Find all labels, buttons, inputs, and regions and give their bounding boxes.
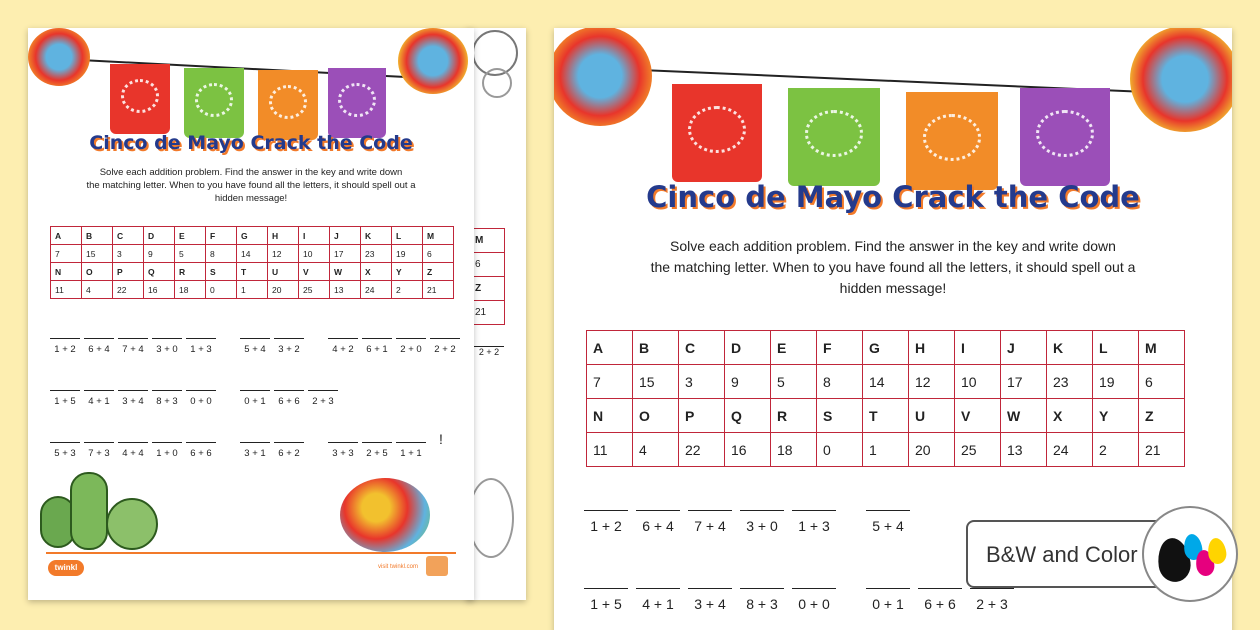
key-cell: P xyxy=(679,399,725,433)
answer-blank[interactable] xyxy=(866,588,910,589)
problem-text: 4 + 2 xyxy=(332,344,354,355)
problem xyxy=(274,442,304,459)
key-cell: 19 xyxy=(392,245,423,263)
key-cell: D xyxy=(144,227,175,245)
key-cell: Y xyxy=(1093,399,1139,433)
key-cell: 23 xyxy=(1047,365,1093,399)
answer-blank[interactable] xyxy=(918,588,962,589)
flag-orange xyxy=(258,70,318,140)
problem-text: 3 + 4 xyxy=(122,396,144,407)
key-cell: 22 xyxy=(679,433,725,467)
key-cell: 6 xyxy=(423,245,454,263)
problem xyxy=(118,442,148,459)
problem xyxy=(152,390,182,407)
key-cell: 23 xyxy=(361,245,392,263)
key-cell: 20 xyxy=(268,281,299,299)
problem xyxy=(328,442,358,459)
problem xyxy=(118,338,148,355)
problem xyxy=(186,442,216,459)
answer-blank[interactable] xyxy=(152,442,182,443)
key-cell: 15 xyxy=(82,245,113,263)
key-cell: D xyxy=(725,331,771,365)
key-cell: 24 xyxy=(361,281,392,299)
problem xyxy=(186,338,216,355)
key-cell: 8 xyxy=(817,365,863,399)
key-cell: V xyxy=(299,263,330,281)
paper-flower xyxy=(554,28,652,126)
key-cell: N xyxy=(51,263,82,281)
worksheet-title: Cinco de Mayo Crack the Code xyxy=(89,132,413,154)
answer-blank[interactable] xyxy=(84,338,114,339)
key-cell: K xyxy=(1047,331,1093,365)
key-cell: I xyxy=(955,331,1001,365)
key-cell: 16 xyxy=(144,281,175,299)
key-cell: U xyxy=(268,263,299,281)
problem xyxy=(918,588,962,612)
key-cell: R xyxy=(771,399,817,433)
instructions: Solve each addition problem. Find the answer in the key and write down the matching letter. When to you have found all the letters, it should spell out a hidden message! xyxy=(86,167,416,204)
answer-blank[interactable] xyxy=(636,510,680,511)
key-cell: L xyxy=(392,227,423,245)
problem xyxy=(152,442,182,459)
problem xyxy=(740,510,784,534)
key-cell: B xyxy=(82,227,113,245)
problem-text: 6 + 2 xyxy=(278,448,300,459)
key-cell: 13 xyxy=(330,281,361,299)
key-cell: F xyxy=(817,331,863,365)
cactus xyxy=(70,472,108,550)
answer-blank[interactable] xyxy=(396,338,426,339)
flag-orange xyxy=(906,92,998,190)
key-cell: T xyxy=(237,263,268,281)
answer-blank[interactable] xyxy=(186,390,216,391)
problem-text: 2 + 3 xyxy=(312,396,334,407)
key-cell: S xyxy=(206,263,237,281)
problem-text: 5 + 3 xyxy=(54,448,76,459)
key-cell: P xyxy=(113,263,144,281)
answer-blank[interactable] xyxy=(584,588,628,589)
answer-blank[interactable] xyxy=(740,510,784,511)
key-cell: G xyxy=(237,227,268,245)
answer-blank[interactable] xyxy=(688,510,732,511)
flower-outline xyxy=(482,68,512,98)
answer-blank[interactable] xyxy=(308,390,338,391)
problem-text: 1 + 0 xyxy=(156,448,178,459)
footer-url: visit twinkl.com xyxy=(378,564,419,570)
key-cell: H xyxy=(268,227,299,245)
answer-blank[interactable] xyxy=(792,588,836,589)
key-cell: L xyxy=(1093,331,1139,365)
problem-text: 2 + 3 xyxy=(976,596,1008,612)
key-cell: W xyxy=(1001,399,1047,433)
key-cell: 2 xyxy=(392,281,423,299)
key-row xyxy=(51,263,454,281)
key-cell: 24 xyxy=(1047,433,1093,467)
problem xyxy=(84,442,114,459)
key-row xyxy=(587,331,1185,365)
answer-blank[interactable] xyxy=(792,510,836,511)
problem: 2 + 2 xyxy=(474,346,504,357)
answer-blank[interactable] xyxy=(84,390,114,391)
problem xyxy=(362,442,392,459)
key-cell: 18 xyxy=(175,281,206,299)
problem-text: 1 + 2 xyxy=(54,344,76,355)
dancer-outline xyxy=(468,478,514,558)
folk-dancers xyxy=(340,478,430,552)
answer-blank[interactable] xyxy=(186,338,216,339)
problem xyxy=(866,510,910,534)
key-cell: 0 xyxy=(817,433,863,467)
answer-blank[interactable] xyxy=(328,442,358,443)
problem-text: 6 + 4 xyxy=(88,344,110,355)
problem-text: 3 + 3 xyxy=(332,448,354,459)
answer-blank[interactable] xyxy=(396,442,426,443)
paper-flower xyxy=(28,28,90,86)
problem-text: 4 + 4 xyxy=(122,448,144,459)
key-cell: M xyxy=(423,227,454,245)
footer-divider xyxy=(46,552,456,554)
key-cell: J xyxy=(1001,331,1047,365)
problem-text: 1 + 3 xyxy=(798,518,830,534)
problem-text: 3 + 1 xyxy=(244,448,266,459)
problem xyxy=(152,338,182,355)
answer-blank[interactable] xyxy=(240,338,270,339)
answer-blank[interactable] xyxy=(240,390,270,391)
key-cell: 5 xyxy=(175,245,206,263)
key-cell: 12 xyxy=(909,365,955,399)
key-row xyxy=(51,245,454,263)
paper-flower xyxy=(398,28,468,94)
key-cell: I xyxy=(299,227,330,245)
answer-blank[interactable] xyxy=(152,390,182,391)
answer-blank[interactable] xyxy=(118,390,148,391)
answer-blank[interactable] xyxy=(274,390,304,391)
problem-text: 0 + 1 xyxy=(872,596,904,612)
worksheet-title: Cinco de Mayo Crack the Code xyxy=(646,180,1140,214)
key-cell: 7 xyxy=(51,245,82,263)
flag-green xyxy=(788,88,880,186)
problem xyxy=(274,390,304,407)
problem-text: 1 + 1 xyxy=(400,448,422,459)
key-cell: 0 xyxy=(206,281,237,299)
key-cell: Z xyxy=(423,263,454,281)
problem xyxy=(50,442,80,459)
problem-text: 3 + 2 xyxy=(278,344,300,355)
flag-red xyxy=(672,84,762,182)
problem-text: 1 + 5 xyxy=(590,596,622,612)
key-cell: 3 xyxy=(113,245,144,263)
key-cell: 17 xyxy=(330,245,361,263)
problem-text: 2 + 0 xyxy=(400,344,422,355)
key-cell: 6 xyxy=(1139,365,1185,399)
code-key-table xyxy=(586,330,1185,467)
problem xyxy=(636,510,680,534)
key-cell: 13 xyxy=(1001,433,1047,467)
answer-blank[interactable] xyxy=(84,442,114,443)
answer-blank[interactable] xyxy=(584,510,628,511)
key-cell: E xyxy=(771,331,817,365)
answer-blank[interactable] xyxy=(152,338,182,339)
key-cell: T xyxy=(863,399,909,433)
key-cell: 8 xyxy=(206,245,237,263)
answer-blank[interactable] xyxy=(430,338,460,339)
answer-blank[interactable] xyxy=(50,442,80,443)
problem xyxy=(792,510,836,534)
problem xyxy=(396,442,426,459)
answer-blank[interactable] xyxy=(362,442,392,443)
problem xyxy=(970,588,1014,612)
flag-purple xyxy=(1020,88,1110,186)
back-key-table: M 6 Z 21 xyxy=(470,228,505,325)
problem xyxy=(186,390,216,407)
key-cell: K xyxy=(361,227,392,245)
problem-text: 5 + 4 xyxy=(872,518,904,534)
flag-green xyxy=(184,68,244,138)
twinkl-logo: twinkl xyxy=(48,560,84,576)
badge-icon xyxy=(426,556,448,576)
key-cell: A xyxy=(51,227,82,245)
key-cell: 10 xyxy=(955,365,1001,399)
key-cell: Y xyxy=(392,263,423,281)
back-worksheet xyxy=(466,28,526,600)
problem xyxy=(362,338,392,355)
key-cell: 5 xyxy=(771,365,817,399)
key-cell: 11 xyxy=(51,281,82,299)
problem xyxy=(328,338,358,355)
problem-text: 3 + 0 xyxy=(156,344,178,355)
key-cell: 4 xyxy=(82,281,113,299)
answer-blank[interactable] xyxy=(186,442,216,443)
problem-text: 8 + 3 xyxy=(156,396,178,407)
problem-text: 7 + 4 xyxy=(694,518,726,534)
key-cell: E xyxy=(175,227,206,245)
key-cell: 14 xyxy=(863,365,909,399)
key-cell: N xyxy=(587,399,633,433)
problem xyxy=(308,390,338,407)
key-cell: 16 xyxy=(725,433,771,467)
problem xyxy=(688,588,732,612)
key-cell: Q xyxy=(725,399,771,433)
problem-text: 2 + 5 xyxy=(366,448,388,459)
key-row xyxy=(587,433,1185,467)
problem-text: 6 + 4 xyxy=(642,518,674,534)
small-worksheet xyxy=(28,28,474,600)
key-cell: C xyxy=(113,227,144,245)
key-cell: 7 xyxy=(587,365,633,399)
key-cell: 25 xyxy=(955,433,1001,467)
problem-text: 7 + 4 xyxy=(122,344,144,355)
key-row xyxy=(51,227,454,245)
problem-text: 3 + 4 xyxy=(694,596,726,612)
problem-text: 6 + 1 xyxy=(366,344,388,355)
key-row xyxy=(587,365,1185,399)
problem xyxy=(118,390,148,407)
problem xyxy=(584,588,628,612)
problem-text: 6 + 6 xyxy=(924,596,956,612)
key-cell: R xyxy=(175,263,206,281)
problem xyxy=(866,588,910,612)
problem xyxy=(688,510,732,534)
key-cell: 11 xyxy=(587,433,633,467)
key-cell: 17 xyxy=(1001,365,1047,399)
answer-blank[interactable] xyxy=(274,442,304,443)
key-cell: J xyxy=(330,227,361,245)
problem xyxy=(740,588,784,612)
problem-text: 6 + 6 xyxy=(190,448,212,459)
answer-blank[interactable] xyxy=(50,390,80,391)
problem-text: 2 + 2 xyxy=(434,344,456,355)
ink-drops-icon xyxy=(1142,506,1238,602)
problem-text: 1 + 5 xyxy=(54,396,76,407)
key-cell: 4 xyxy=(633,433,679,467)
cactus xyxy=(106,498,158,550)
answer-blank[interactable] xyxy=(118,338,148,339)
answer-blank[interactable] xyxy=(740,588,784,589)
key-cell: C xyxy=(679,331,725,365)
instructions: Solve each addition problem. Find the answer in the key and write down the matching letter. When to you have found all the letters, it should spell out a hidden message! xyxy=(650,238,1136,296)
problem-text: 8 + 3 xyxy=(746,596,778,612)
problem-text: 5 + 4 xyxy=(244,344,266,355)
problem xyxy=(84,338,114,355)
problem-text: 4 + 1 xyxy=(642,596,674,612)
answer-blank[interactable] xyxy=(688,588,732,589)
key-cell: B xyxy=(633,331,679,365)
badge-label: B&W and Color xyxy=(986,542,1138,567)
key-cell: 12 xyxy=(268,245,299,263)
key-row xyxy=(51,281,454,299)
key-cell: A xyxy=(587,331,633,365)
problem xyxy=(584,510,628,534)
key-cell: 9 xyxy=(144,245,175,263)
key-cell: 14 xyxy=(237,245,268,263)
problem-text: 7 + 3 xyxy=(88,448,110,459)
answer-blank[interactable] xyxy=(328,338,358,339)
key-cell: 1 xyxy=(237,281,268,299)
key-cell: 20 xyxy=(909,433,955,467)
key-cell: O xyxy=(633,399,679,433)
problem-text: 0 + 0 xyxy=(190,396,212,407)
problem-text: 0 + 1 xyxy=(244,396,266,407)
key-cell: X xyxy=(361,263,392,281)
key-cell: 21 xyxy=(423,281,454,299)
key-cell: 18 xyxy=(771,433,817,467)
flag-red xyxy=(110,64,170,134)
problem xyxy=(240,442,270,459)
exclamation-mark: ! xyxy=(439,431,443,447)
answer-blank[interactable] xyxy=(636,588,680,589)
answer-blank[interactable] xyxy=(50,338,80,339)
problem xyxy=(792,588,836,612)
key-cell: U xyxy=(909,399,955,433)
key-cell: 19 xyxy=(1093,365,1139,399)
key-cell: G xyxy=(863,331,909,365)
problem-text: 1 + 3 xyxy=(190,344,212,355)
key-cell: 25 xyxy=(299,281,330,299)
code-key-table xyxy=(50,226,454,299)
key-cell: H xyxy=(909,331,955,365)
key-cell: 15 xyxy=(633,365,679,399)
key-cell: V xyxy=(955,399,1001,433)
problem-text: 4 + 1 xyxy=(88,396,110,407)
key-cell: M xyxy=(1139,331,1185,365)
key-cell: 9 xyxy=(725,365,771,399)
answer-blank[interactable] xyxy=(118,442,148,443)
flag-purple xyxy=(328,68,386,138)
key-cell: Q xyxy=(144,263,175,281)
key-cell: 1 xyxy=(863,433,909,467)
key-cell: 22 xyxy=(113,281,144,299)
paper-flower xyxy=(1130,28,1232,132)
problem xyxy=(240,338,270,355)
key-cell: Z xyxy=(1139,399,1185,433)
problem xyxy=(50,338,80,355)
problem-text: 1 + 2 xyxy=(590,518,622,534)
problem xyxy=(430,338,460,355)
key-cell: 2 xyxy=(1093,433,1139,467)
key-cell: 3 xyxy=(679,365,725,399)
key-cell: O xyxy=(82,263,113,281)
answer-blank[interactable] xyxy=(274,338,304,339)
answer-blank[interactable] xyxy=(240,442,270,443)
key-cell: S xyxy=(817,399,863,433)
key-cell: W xyxy=(330,263,361,281)
key-row xyxy=(587,399,1185,433)
problem-text: 3 + 0 xyxy=(746,518,778,534)
answer-blank[interactable] xyxy=(866,510,910,511)
key-cell: F xyxy=(206,227,237,245)
problem xyxy=(274,338,304,355)
problem xyxy=(84,390,114,407)
key-cell: 10 xyxy=(299,245,330,263)
problem xyxy=(50,390,80,407)
problem xyxy=(636,588,680,612)
answer-blank[interactable] xyxy=(970,588,1014,589)
problem xyxy=(396,338,426,355)
problem-text: 0 + 0 xyxy=(798,596,830,612)
answer-blank[interactable] xyxy=(362,338,392,339)
key-cell: X xyxy=(1047,399,1093,433)
problem-text: 6 + 6 xyxy=(278,396,300,407)
key-cell: 21 xyxy=(1139,433,1185,467)
problem xyxy=(240,390,270,407)
